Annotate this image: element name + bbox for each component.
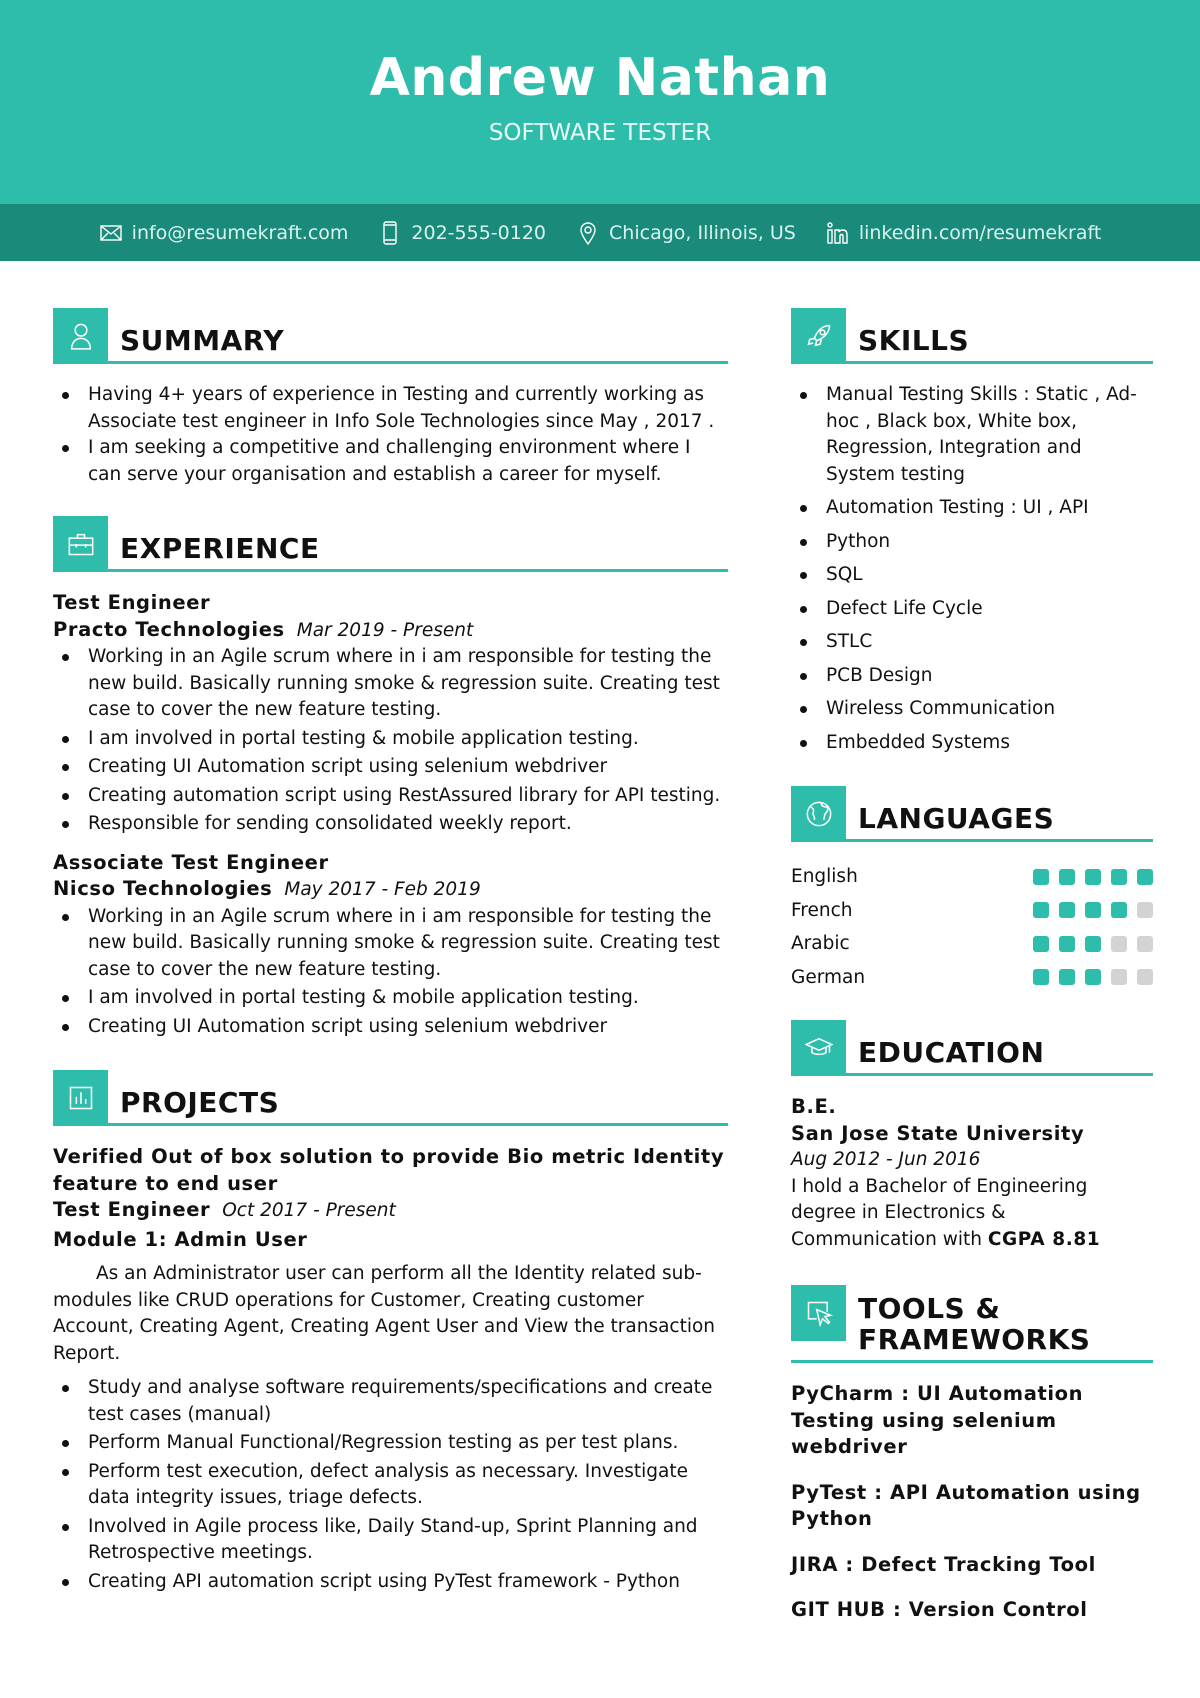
proficiency-rating [1033, 969, 1153, 985]
user-icon [67, 322, 95, 350]
languages-list [791, 860, 1153, 994]
rating-dot [1111, 936, 1127, 952]
list-item: Study and analyse software requirements/specifications and create test cases (manual) [53, 1375, 728, 1428]
left-column [53, 308, 728, 1597]
cgpa: CGPA 8.81 [987, 1228, 1101, 1250]
list-item: Manual Testing Skills : Static , Ad-hoc , Black box, White box, Regression, Integration and System testing [791, 382, 1153, 488]
list-item: Having 4+ years of experience in Testing and currently working as Associate test engineer in Info Sole Technologies since May , 2017 . [53, 382, 728, 435]
contact-bar [0, 204, 1200, 261]
rating-dot [1085, 869, 1101, 885]
chart-icon [67, 1084, 95, 1112]
contact-email[interactable] [99, 221, 349, 245]
list-item: PCB Design [791, 663, 1153, 690]
list-item: Wireless Communication [791, 696, 1153, 723]
location-pin-icon [576, 221, 600, 245]
rating-dot [1085, 902, 1101, 918]
summary-list [53, 382, 728, 488]
job-title: SOFTWARE TESTER [488, 120, 712, 146]
project-dates: Oct 2017 - Present [222, 1200, 396, 1221]
list-item: Responsible for sending consolidated weekly report. [53, 811, 728, 838]
language-name: German [791, 966, 866, 988]
job-entry [53, 590, 728, 838]
location-text: Chicago, Illinois, US [609, 221, 796, 244]
list-item: Perform Manual Functional/Regression testing as per test plans. [53, 1430, 728, 1457]
job-role: Test Engineer [53, 591, 211, 614]
experience-heading [53, 516, 728, 572]
education-text: I hold a Bachelor of Engineering degree in Electronics & Communication with [791, 1175, 1088, 1250]
email-text: info@resumekraft.com [131, 221, 349, 244]
education-description [791, 1174, 1153, 1254]
list-item: SQL [791, 562, 1153, 589]
list-item: Embedded Systems [791, 730, 1153, 757]
list-item: Perform test execution, defect analysis as necessary. Investigate data integrity issues, triage defects. [53, 1459, 728, 1512]
list-item: Creating API automation script using PyTest framework - Python [53, 1569, 728, 1596]
project-description: As an Administrator user can perform all the Identity related sub-modules like CRUD operations for Customer, Creating customer Account, Creating Agent, Creating Agent User and View the transaction Report. [53, 1263, 716, 1364]
rating-dot [1137, 869, 1153, 885]
rating-dot [1059, 936, 1075, 952]
list-item: Working in an Agile scrum where in i am responsible for testing the new build. Basically running smoke & regression suite. Creating test case to cover the new feature testing. [53, 904, 728, 984]
education-heading [791, 1020, 1153, 1076]
list-item: I am involved in portal testing & mobile application testing. [53, 985, 728, 1012]
rating-dot [1111, 869, 1127, 885]
language-row [791, 894, 1153, 928]
section-title: EDUCATION [858, 1036, 1045, 1069]
skills-list [791, 382, 1153, 756]
language-name: Arabic [791, 933, 850, 955]
rating-dot [1059, 902, 1075, 918]
candidate-name: Andrew Nathan [369, 48, 831, 108]
briefcase-icon [67, 530, 95, 558]
job-company: Practo Technologies [53, 617, 285, 641]
section-title: LANGUAGES [858, 802, 1055, 835]
summary-heading [53, 308, 728, 364]
project-module: Module 1: Admin User [53, 1227, 308, 1251]
job-dates: Mar 2019 - Present [296, 619, 474, 641]
degree: B.E. [791, 1095, 837, 1118]
language-name: French [791, 899, 853, 921]
section-title: SKILLS [858, 324, 970, 357]
envelope-icon [99, 221, 123, 245]
rating-dot [1137, 969, 1153, 985]
job-dates: May 2017 - Feb 2019 [284, 879, 481, 900]
list-item: Working in an Agile scrum where in i am responsible for testing the new build. Basically running smoke & regression suite. Creating test case to cover the new feature testing. [53, 644, 728, 724]
contact-location [576, 221, 796, 245]
rating-dot [1137, 902, 1153, 918]
list-item: Python [791, 529, 1153, 556]
header [0, 0, 1200, 204]
linkedin-text: linkedin.com/resumekraft [858, 221, 1102, 244]
project-name: Verified Out of box solution to provide Bio metric Identity feature to end user [53, 1145, 725, 1195]
list-item: Creating automation script using RestAssured library for API testing. [53, 783, 728, 810]
job-role: Associate Test Engineer [53, 850, 329, 874]
projects-heading [53, 1070, 728, 1126]
graduation-cap-icon [805, 1034, 833, 1062]
rating-dot [1085, 936, 1101, 952]
tool-item: JIRA : Defect Tracking Tool [791, 1552, 1096, 1576]
tool-item: PyCharm : UI Automation Testing using selenium webdriver [791, 1382, 1084, 1458]
list-item: Creating UI Automation script using selenium webdriver [53, 1014, 728, 1041]
rating-dot [1033, 902, 1049, 918]
rating-dot [1059, 869, 1075, 885]
languages-heading [791, 786, 1153, 842]
cursor-click-icon [805, 1299, 833, 1327]
education-dates: Aug 2012 - Jun 2016 [791, 1149, 981, 1170]
language-row [791, 961, 1153, 995]
list-item: Automation Testing : UI , API [791, 495, 1153, 522]
rating-dot [1059, 969, 1075, 985]
job-entry [53, 850, 728, 1041]
list-item: STLC [791, 629, 1153, 656]
rating-dot [1111, 902, 1127, 918]
section-title: PROJECTS [120, 1086, 280, 1119]
title-line: TOOLS & [858, 1292, 1001, 1325]
list-item: Creating UI Automation script using selenium webdriver [53, 754, 728, 781]
language-name: English [791, 866, 858, 888]
rating-dot [1033, 969, 1049, 985]
section-title: EXPERIENCE [120, 532, 320, 565]
list-item: I am involved in portal testing & mobile application testing. [53, 726, 728, 753]
section-title [858, 1293, 1090, 1355]
job-company: Nicso Technologies [53, 877, 273, 900]
tools-heading [791, 1285, 1153, 1363]
rating-dot [1085, 969, 1101, 985]
section-title: SUMMARY [120, 324, 285, 357]
list-item: I am seeking a competitive and challenging environment where I can serve your organisation and establish a career for myself. [53, 435, 728, 488]
proficiency-rating [1033, 902, 1153, 918]
tool-item: PyTest : API Automation using Python [791, 1480, 1141, 1530]
contact-linkedin[interactable] [826, 221, 1102, 245]
school: San Jose State University [791, 1121, 1085, 1145]
phone-text: 202-555-0120 [411, 221, 547, 244]
phone-icon [378, 221, 402, 245]
rocket-icon [805, 322, 833, 350]
title-line: FRAMEWORKS [858, 1323, 1091, 1356]
skills-heading [791, 308, 1153, 364]
list-item: Defect Life Cycle [791, 596, 1153, 623]
tool-item: GIT HUB : Version Control [791, 1598, 1088, 1621]
proficiency-rating [1033, 869, 1153, 885]
globe-icon [805, 800, 833, 828]
rating-dot [1111, 969, 1127, 985]
contact-phone[interactable] [378, 221, 546, 245]
proficiency-rating [1033, 936, 1153, 952]
rating-dot [1137, 936, 1153, 952]
project-role: Test Engineer [53, 1198, 211, 1221]
rating-dot [1033, 869, 1049, 885]
language-row [791, 927, 1153, 961]
linkedin-icon [826, 221, 850, 245]
list-item: Involved in Agile process like, Daily Stand-up, Sprint Planning and Retrospective meetings. [53, 1514, 728, 1567]
rating-dot [1033, 936, 1049, 952]
language-row [791, 860, 1153, 894]
right-column [791, 308, 1153, 1643]
